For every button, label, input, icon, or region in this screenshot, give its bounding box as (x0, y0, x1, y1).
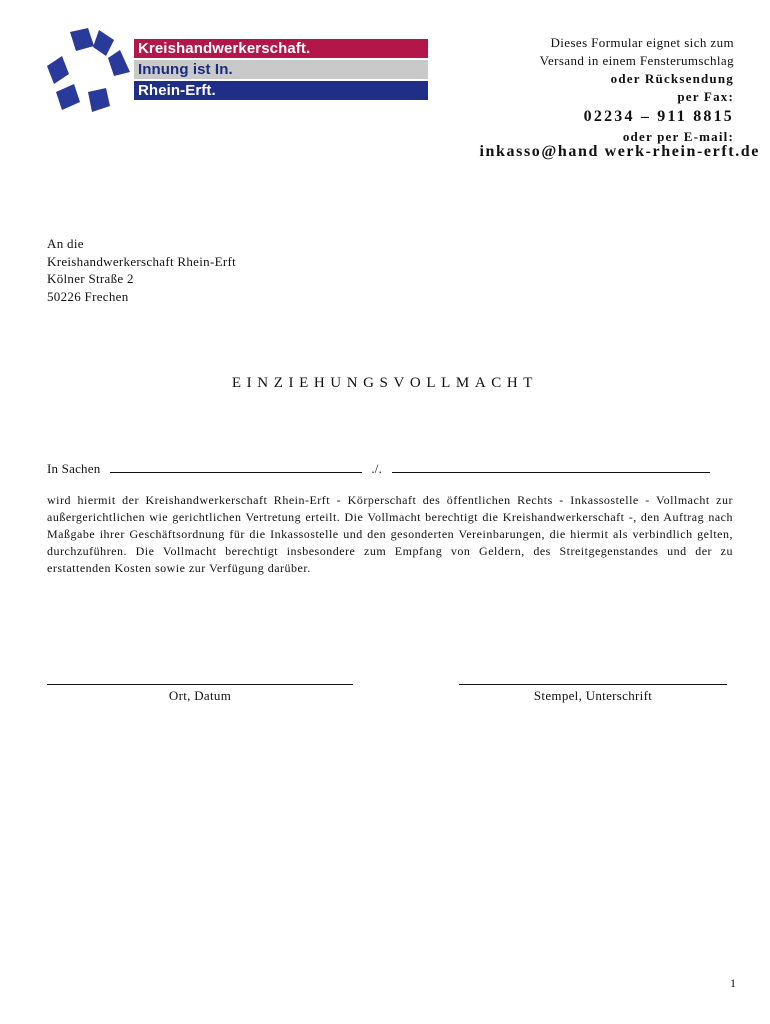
authorization-text: wird hiermit der Kreishandwerkerschaft Rhein-Erft - Körperschaft des öffentlichen Rechts - Inkassostelle - Vollmacht zur außergerichtlichen wie gerichtlichen Vertretung erteilt. Die Vollmacht berechtigt die Kreishandwerkerschaft -, den Auftrag nach Maßgabe ihrer Geschäftsordnung für die Inkassostelle und den gesonderten Vereinbarungen, die hiermit als verbindlich gelten, durchzuführen. Die Vollmacht berechtigt insbesondere zum Empfang von Geldern, des Streitgegenstandes und der zu erstattenden Kosten sowie zur Verfügung darüber. (47, 493, 733, 575)
case-separator: ./. (371, 461, 383, 476)
claimant-field[interactable] (110, 461, 362, 473)
stamp-signature-field[interactable] (459, 684, 727, 685)
logo-line-2: Innung ist In. (134, 60, 428, 79)
organization-logo (44, 26, 428, 114)
case-label: In Sachen (47, 461, 101, 476)
page-number: 1 (730, 976, 736, 990)
logo-line-3: Rhein-Erft. (134, 81, 428, 100)
logo-mark-icon (44, 26, 134, 114)
contact-note-2: Versand in einem Fensterumschlag (539, 53, 734, 68)
address-line-4: 50226 Frechen (47, 288, 129, 304)
place-date-field[interactable] (47, 684, 353, 685)
contact-note-4: per Fax: (677, 89, 734, 104)
contact-note-5: oder per E-mail: (622, 129, 734, 144)
logo-line-1: Kreishandwerkerschaft. (134, 39, 428, 58)
contact-note-3: oder Rücksendung (610, 71, 734, 86)
document-title: EINZIEHUNGSVOLLMACHT (231, 375, 539, 391)
contact-note-1: Dieses Formular eignet sich zum (550, 35, 734, 50)
address-line-3: Kölner Straße 2 (47, 271, 134, 286)
place-date-signature (47, 684, 353, 704)
case-line (47, 461, 737, 477)
stamp-signature-label: Stempel, Unterschrift (533, 688, 653, 703)
debtor-field[interactable] (392, 461, 710, 473)
email-address: inkasso@hand werk-rhein-erft.de (479, 143, 760, 160)
address-line-1: An die (47, 236, 84, 251)
fax-number: 02234 – 911 8815 (583, 108, 734, 125)
recipient-address (47, 235, 236, 305)
place-date-label: Ort, Datum (168, 688, 232, 703)
address-line-2: Kreishandwerkerschaft Rhein-Erft (47, 253, 236, 269)
stamp-signature (459, 684, 727, 704)
contact-block (374, 34, 734, 146)
